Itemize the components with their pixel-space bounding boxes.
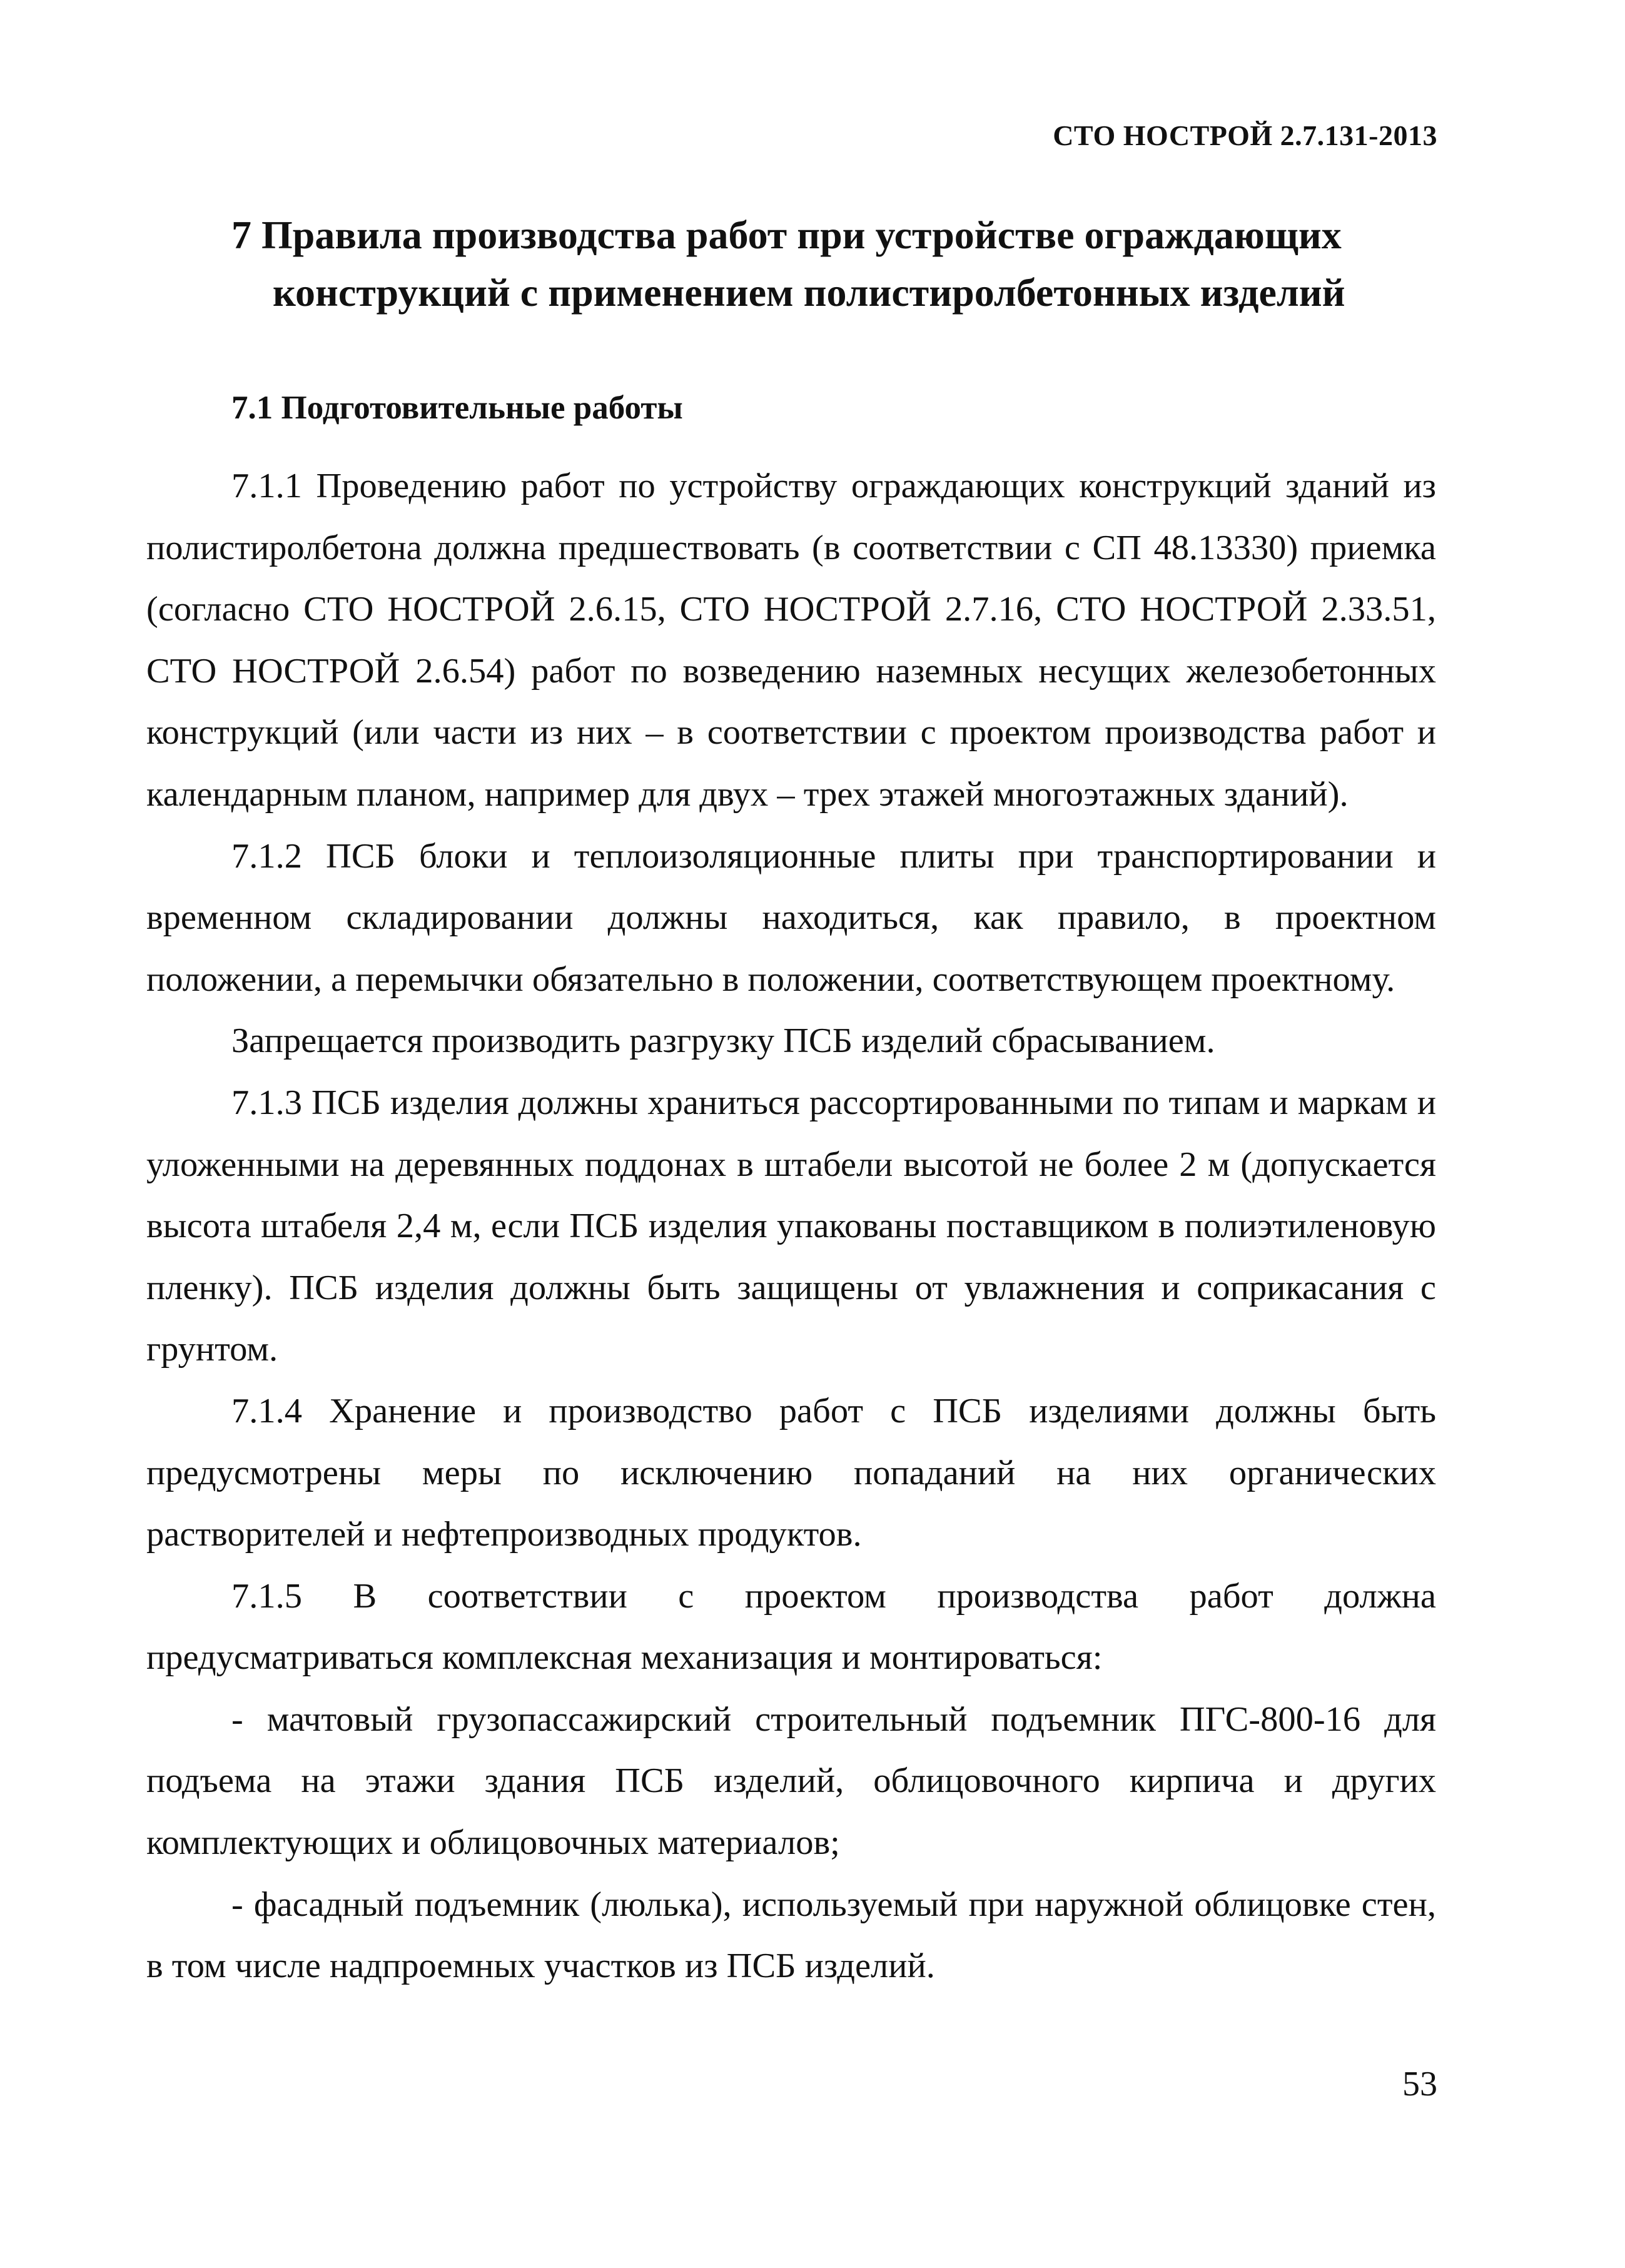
list-item-facade-lift: - фасадный подъемник (люлька), используемый при наружной облицовке стен, в том числе надпроемных участков из ПСБ изделий. [146, 1885, 1436, 1986]
list-item-mast-lift: - мачтовый грузопассажирский строительный подъемник ПГС-800-16 для подъема на этажи здания ПСБ изделий, облицовочного кирпича и других комплектующих и облицовочных материалов; [146, 1699, 1436, 1863]
paragraph-7-1-1: 7.1.1 Проведению работ по устройству ограждающих конструкций зданий из полистиролбетона должна предшествовать (в соответствии с СП 48.13330) приемка (согласно СТО НОСТРОЙ 2.6.15, СТО НОСТРОЙ 2.7.16, СТО НОСТРОЙ 2.33.51, СТО НОСТРОЙ 2.6.54) работ по возведению наземных несущих железобетонных конструкций (или части из них – в соответствии с проектом производства работ и календарным планом, например для двух – трех этажей многоэтажных зданий). [146, 467, 1436, 814]
section-title-line-1: 7 Правила производства работ при устройстве ограждающих [231, 213, 1342, 257]
document-code-header: СТО НОСТРОЙ 2.7.131-2013 [1053, 119, 1437, 151]
subsection-title: 7.1 Подготовительные работы [231, 390, 683, 426]
section-title [231, 206, 1436, 321]
paragraph-unloading-rule: Запрещается производить разгрузку ПСБ изделий сбрасыванием. [231, 1021, 1215, 1061]
paragraph-7-1-3: 7.1.3 ПСБ изделия должны храниться рассортированными по типам и маркам и уложенными на деревянных поддонах в штабели высотой не более 2 м (допускается высота штабеля 2,4 м, если ПСБ изделия упакованы поставщиком в полиэтиленовую пленку). ПСБ изделия должны быть защищены от увлажнения и соприкасания с грунтом. [146, 1083, 1436, 1369]
paragraph-7-1-5: 7.1.5 В соответствии с проектом производства работ должна предусматриваться комплексная механизация и монтироваться: [146, 1576, 1436, 1678]
paragraph-7-1-2: 7.1.2 ПСБ блоки и теплоизоляционные плиты при транспортировании и временном складировании должны находиться, как правило, в проектном положении, а перемычки обязательно в положении, соответствующем проектному. [146, 836, 1436, 999]
paragraph-7-1-4: 7.1.4 Хранение и производство работ с ПСБ изделиями должны быть предусмотрены меры по исключению попаданий на них органических растворителей и нефтепроизводных продуктов. [146, 1391, 1436, 1554]
page-number: 53 [1402, 2065, 1437, 2103]
body-text [146, 455, 1436, 1997]
section-title-line-2: конструкций с применением полистиролбетонных изделий [273, 270, 1345, 315]
